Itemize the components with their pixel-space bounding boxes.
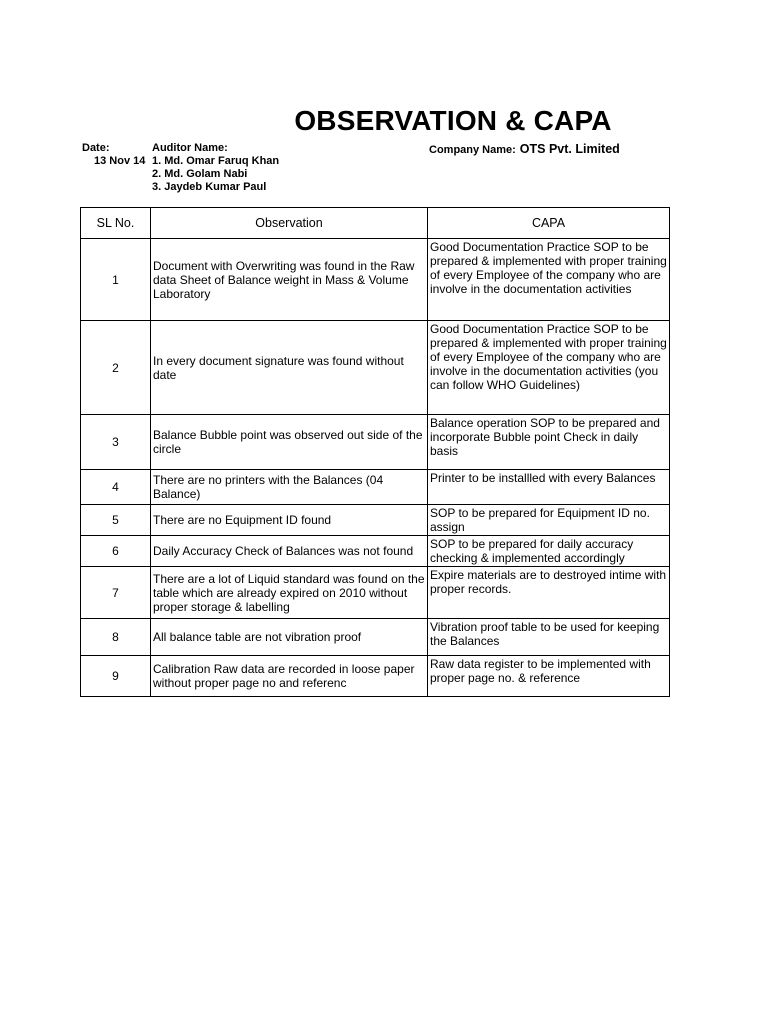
row-capa: Printer to be installled with every Balances	[428, 470, 670, 505]
row-sl-no: 1	[81, 239, 151, 321]
row-capa: Balance operation SOP to be prepared and incorporate Bubble point Check in daily basis	[428, 415, 670, 470]
observation-capa-table	[80, 207, 670, 697]
row-capa: Good Documentation Practice SOP to be prepared & implemented with proper training of every Employee of the company who are involve in the documentation activities (you can follow WHO Guidelines)	[428, 321, 670, 415]
table-row	[81, 470, 670, 505]
row-observation: Balance Bubble point was observed out side of the circle	[151, 415, 428, 470]
table-row	[81, 536, 670, 567]
table-row	[81, 415, 670, 470]
table-header-row	[81, 208, 670, 239]
row-observation: In every document signature was found without date	[151, 321, 428, 415]
row-sl-no: 5	[81, 505, 151, 536]
table-row	[81, 239, 670, 321]
row-capa: Expire materials are to destroyed intime with proper records.	[428, 567, 670, 619]
header-sl-no: SL No.	[81, 208, 151, 239]
row-capa: SOP to be prepared for daily accuracy checking & implemented accordingly	[428, 536, 670, 567]
auditor-name: 2. Md. Golam Nabi	[152, 168, 248, 180]
row-observation: All balance table are not vibration proof	[151, 619, 428, 656]
row-capa: Good Documentation Practice SOP to be prepared & implemented with proper training of every Employee of the company who are involve in the documentation activities	[428, 239, 670, 321]
row-observation: There are no printers with the Balances (04 Balance)	[151, 470, 428, 505]
row-sl-no: 2	[81, 321, 151, 415]
row-capa: Vibration proof table to be used for keeping the Balances	[428, 619, 670, 656]
row-observation: Calibration Raw data are recorded in loose paper without proper page no and referenc	[151, 656, 428, 697]
table-row	[81, 567, 670, 619]
row-sl-no: 4	[81, 470, 151, 505]
table-row	[81, 321, 670, 415]
auditor-name: 1. Md. Omar Faruq Khan	[152, 155, 280, 167]
company-label: Company Name:	[429, 144, 516, 156]
row-sl-no: 9	[81, 656, 151, 697]
table-row	[81, 505, 670, 536]
document-title: OBSERVATION & CAPA	[294, 105, 612, 136]
row-sl-no: 6	[81, 536, 151, 567]
row-observation: There are a lot of Liquid standard was found on the table which are already expired on 2010 without proper storage & labelling	[151, 567, 428, 619]
company-block	[429, 142, 669, 157]
auditor-name: 3. Jaydeb Kumar Paul	[152, 181, 267, 193]
row-sl-no: 7	[81, 567, 151, 619]
row-observation: Daily Accuracy Check of Balances was not found	[151, 536, 428, 567]
row-capa: Raw data register to be implemented with proper page no. & reference	[428, 656, 670, 697]
auditor-label: Auditor Name:	[152, 142, 228, 154]
row-sl-no: 8	[81, 619, 151, 656]
row-observation: Document with Overwriting was found in the Raw data Sheet of Balance weight in Mass & Volume Laboratory	[151, 239, 428, 321]
header-capa: CAPA	[428, 208, 670, 239]
table-row	[81, 619, 670, 656]
header-observation: Observation	[151, 208, 428, 239]
row-sl-no: 3	[81, 415, 151, 470]
company-name: OTS Pvt. Limited	[519, 142, 620, 156]
row-capa: SOP to be prepared for Equipment ID no. assign	[428, 505, 670, 536]
table-row	[81, 656, 670, 697]
date-block	[82, 142, 148, 168]
date-value: 13 Nov 14	[94, 155, 146, 167]
date-label: Date:	[82, 142, 110, 154]
row-observation: There are no Equipment ID found	[151, 505, 428, 536]
auditor-block	[152, 142, 412, 194]
